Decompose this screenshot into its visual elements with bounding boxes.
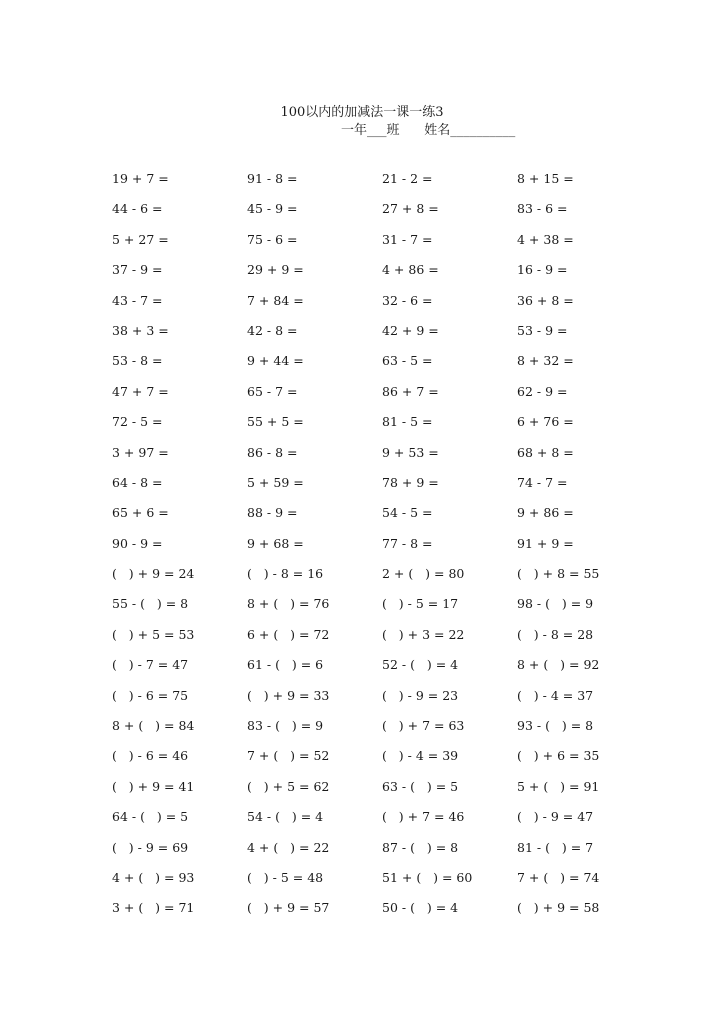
math-problem: 91 + 9 = [517, 535, 574, 551]
math-problem: 61 - ( ) = 6 [247, 657, 324, 673]
math-problem: 27 + 8 = [382, 201, 439, 217]
math-problem: 6 + ( ) = 72 [247, 626, 330, 642]
math-problem: 8 + 15 = [517, 171, 574, 186]
math-problem: 5 + ( ) = 91 [517, 778, 600, 794]
math-problem: 88 - 9 = [247, 505, 298, 521]
math-problem: 8 + ( ) = 84 [112, 718, 195, 734]
math-problem: 6 + 76 = [517, 414, 574, 430]
math-problem: 75 - 6 = [247, 231, 298, 247]
math-problem: 83 - ( ) = 9 [247, 718, 324, 734]
math-problem: ( ) + 9 = 33 [247, 687, 330, 703]
math-problem: 5 + 59 = [247, 474, 304, 490]
math-problem: ( ) - 8 = 16 [247, 566, 324, 582]
math-problem: 81 - 5 = [382, 414, 433, 430]
math-problem: 36 + 8 = [517, 292, 574, 308]
math-problem: ( ) + 9 = 41 [112, 778, 195, 794]
math-problem: 78 + 9 = [382, 474, 439, 490]
math-problem: 42 + 9 = [382, 322, 439, 338]
math-problem: ( ) + 9 = 58 [517, 900, 600, 916]
math-problem: 64 - 8 = [112, 474, 163, 490]
problem-grid [112, 171, 637, 931]
math-problem: 19 + 7 = [112, 171, 169, 186]
math-problem: 53 - 9 = [517, 322, 568, 338]
math-problem: 43 - 7 = [112, 292, 163, 308]
math-problem: 4 + ( ) = 93 [112, 869, 195, 885]
math-problem: 7 + ( ) = 74 [517, 869, 600, 885]
math-problem: 83 - 6 = [517, 201, 568, 217]
math-problem: ( ) + 7 = 63 [382, 718, 465, 734]
math-problem: 32 - 6 = [382, 292, 433, 308]
math-problem: ( ) - 4 = 39 [382, 748, 459, 764]
math-problem: ( ) + 7 = 46 [382, 809, 465, 825]
math-problem: ( ) - 9 = 47 [517, 809, 594, 825]
math-problem: 90 - 9 = [112, 535, 163, 551]
math-problem: 8 + 32 = [517, 353, 574, 369]
math-problem: 62 - 9 = [517, 383, 568, 399]
math-problem: 2 + ( ) = 80 [382, 566, 465, 582]
math-problem: 8 + ( ) = 92 [517, 657, 600, 673]
math-problem: ( ) - 5 = 48 [247, 869, 324, 885]
math-problem: ( ) + 9 = 57 [247, 900, 330, 916]
math-problem: ( ) + 9 = 24 [112, 566, 195, 582]
math-problem: 9 + 53 = [382, 444, 439, 460]
math-problem: ( ) + 5 = 53 [112, 626, 195, 642]
math-problem: 45 - 9 = [247, 201, 298, 217]
math-problem: 65 + 6 = [112, 505, 169, 521]
math-problem: 9 + 86 = [517, 505, 574, 521]
math-problem: 7 + ( ) = 52 [247, 748, 330, 764]
math-problem: 74 - 7 = [517, 474, 568, 490]
math-problem: 44 - 6 = [112, 201, 163, 217]
math-problem: ( ) - 7 = 47 [112, 657, 189, 673]
math-problem: 81 - ( ) = 7 [517, 839, 594, 855]
math-problem: 38 + 3 = [112, 322, 169, 338]
math-problem: 91 - 8 = [247, 171, 298, 186]
class-name-line: 一年___班 姓名__________ [341, 123, 516, 138]
math-problem: 7 + 84 = [247, 292, 304, 308]
math-problem: ( ) + 6 = 35 [517, 748, 600, 764]
math-problem: 9 + 68 = [247, 535, 304, 551]
math-problem: 93 - ( ) = 8 [517, 718, 594, 734]
math-problem: 9 + 44 = [247, 353, 304, 369]
math-problem: 37 - 9 = [112, 262, 163, 278]
math-problem: 63 - ( ) = 5 [382, 778, 459, 794]
math-problem: 5 + 27 = [112, 231, 169, 247]
math-problem: ( ) - 6 = 75 [112, 687, 189, 703]
math-problem: ( ) - 6 = 46 [112, 748, 189, 764]
math-problem: 31 - 7 = [382, 231, 433, 247]
math-problem: ( ) + 5 = 62 [247, 778, 330, 794]
math-problem: 55 - ( ) = 8 [112, 596, 189, 612]
math-problem: 52 - ( ) = 4 [382, 657, 459, 673]
math-problem: 3 + ( ) = 71 [112, 900, 195, 916]
math-problem: 98 - ( ) = 9 [517, 596, 594, 612]
math-problem: 77 - 8 = [382, 535, 433, 551]
math-problem: 54 - 5 = [382, 505, 433, 521]
math-problem: ( ) + 8 = 55 [517, 566, 600, 582]
math-problem: 68 + 8 = [517, 444, 574, 460]
math-problem: 54 - ( ) = 4 [247, 809, 324, 825]
math-problem: 86 + 7 = [382, 383, 439, 399]
math-problem: 29 + 9 = [247, 262, 304, 278]
math-problem: 55 + 5 = [247, 414, 304, 430]
math-problem: 86 - 8 = [247, 444, 298, 460]
math-problem: 4 + 86 = [382, 262, 439, 278]
math-problem: 64 - ( ) = 5 [112, 809, 189, 825]
math-problem: 87 - ( ) = 8 [382, 839, 459, 855]
math-problem: 42 - 8 = [247, 322, 298, 338]
math-problem: ( ) - 5 = 17 [382, 596, 459, 612]
math-problem: ( ) - 9 = 69 [112, 839, 189, 855]
math-problem: 51 + ( ) = 60 [382, 869, 473, 885]
math-problem: 21 - 2 = [382, 171, 433, 186]
math-problem: 47 + 7 = [112, 383, 169, 399]
math-problem: 4 + ( ) = 22 [247, 839, 330, 855]
math-problem: 4 + 38 = [517, 231, 574, 247]
math-problem: 8 + ( ) = 76 [247, 596, 330, 612]
math-problem: 63 - 5 = [382, 353, 433, 369]
math-problem: ( ) - 8 = 28 [517, 626, 594, 642]
math-problem: 16 - 9 = [517, 262, 568, 278]
math-problem: 50 - ( ) = 4 [382, 900, 459, 916]
math-problem: 53 - 8 = [112, 353, 163, 369]
math-problem: ( ) - 4 = 37 [517, 687, 594, 703]
math-problem: 3 + 97 = [112, 444, 169, 460]
math-problem: ( ) + 3 = 22 [382, 626, 465, 642]
worksheet-title: 100以内的加减法一课一练3 [280, 105, 444, 120]
math-problem: ( ) - 9 = 23 [382, 687, 459, 703]
math-problem: 65 - 7 = [247, 383, 298, 399]
math-problem: 72 - 5 = [112, 414, 163, 430]
